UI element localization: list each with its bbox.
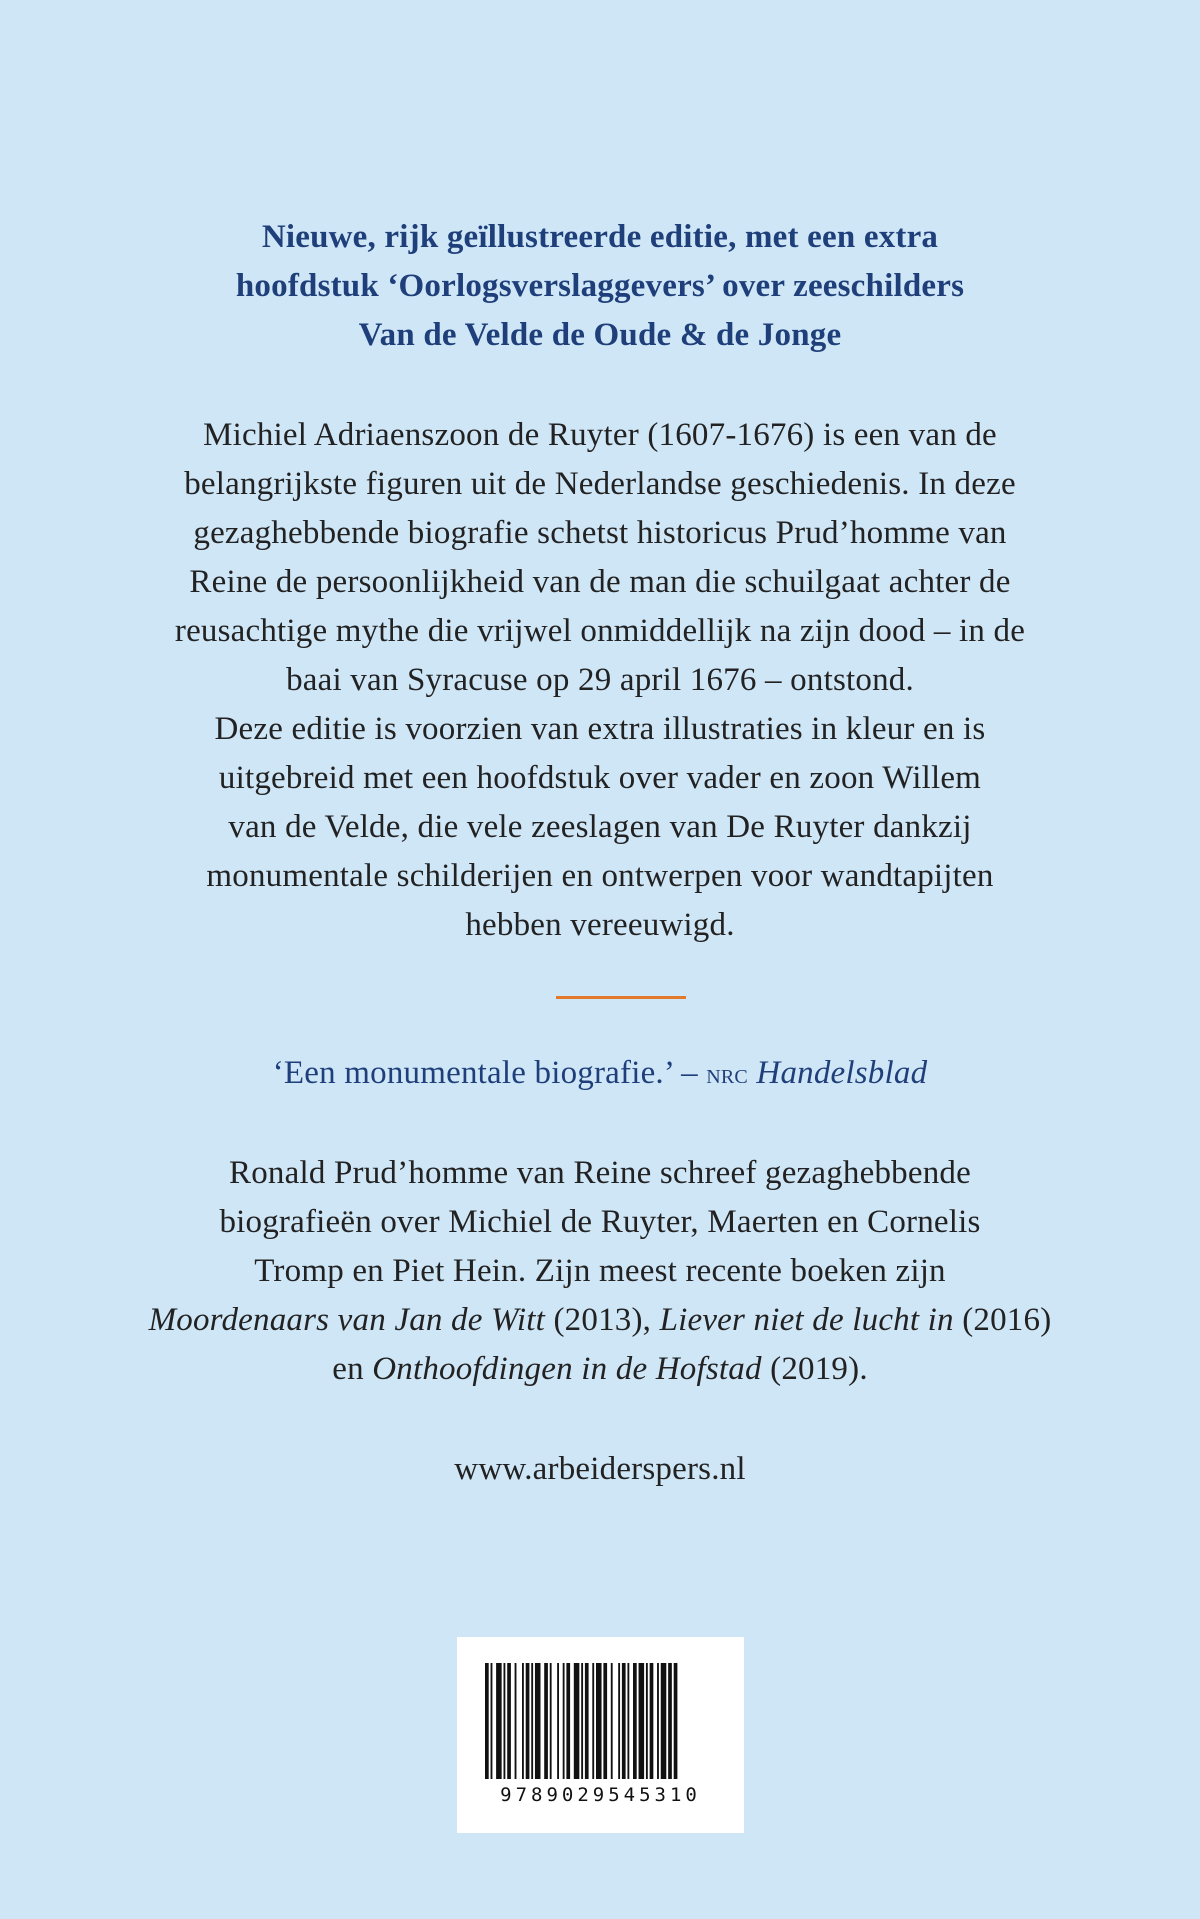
barcode-bar bbox=[535, 1663, 541, 1779]
book-year: (2013), bbox=[545, 1302, 660, 1338]
barcode-bar bbox=[657, 1663, 659, 1779]
barcode-bar bbox=[574, 1663, 580, 1779]
barcode bbox=[457, 1637, 744, 1833]
barcode-bar bbox=[550, 1663, 552, 1779]
press-quote bbox=[0, 1049, 1200, 1099]
barcode-bar bbox=[485, 1663, 489, 1779]
barcode-bar bbox=[639, 1663, 645, 1779]
barcode-bar bbox=[603, 1663, 607, 1779]
barcode-bar bbox=[491, 1663, 493, 1779]
website-url: www.arbeiderspers.nl bbox=[454, 1451, 746, 1487]
barcode-bar bbox=[507, 1663, 511, 1779]
barcode-bar bbox=[522, 1663, 524, 1779]
barcode-bar bbox=[592, 1663, 594, 1779]
blurb-line: belangrijkste figuren uit de Nederlandse geschiedenis. In deze bbox=[184, 466, 1016, 502]
headline-line-1: Nieuwe, rijk geïllustreerde editie, met een extra bbox=[261, 219, 939, 255]
book-year: (2019). bbox=[761, 1351, 868, 1387]
barcode-bar bbox=[581, 1663, 583, 1779]
author-bio-line-5 bbox=[0, 1345, 1200, 1394]
barcode-bar bbox=[563, 1663, 565, 1779]
barcode-bar bbox=[650, 1663, 654, 1779]
blurb-line: Michiel Adriaenszoon de Ruyter (1607-1676) is een van de bbox=[203, 417, 997, 453]
blurb-line: reusachtige mythe die vrijwel onmiddellijk na zijn dood – in de bbox=[174, 613, 1026, 649]
barcode-bar bbox=[668, 1663, 672, 1779]
headline-line-3: Van de Velde de Oude & de Jonge bbox=[358, 317, 842, 353]
book-title: Onthoofdingen in de Hofstad bbox=[372, 1351, 762, 1387]
headline-line-2: hoofdstuk ‘Oorlogsverslaggevers’ over zeeschilders bbox=[235, 268, 965, 304]
barcode-bar bbox=[622, 1663, 626, 1779]
barcode-bar bbox=[526, 1663, 530, 1779]
barcode-bar bbox=[566, 1663, 570, 1779]
barcode-bars bbox=[485, 1663, 716, 1787]
barcode-bar bbox=[661, 1663, 667, 1779]
barcode-bar bbox=[611, 1663, 613, 1779]
barcode-bar bbox=[627, 1663, 629, 1779]
book-title: Moordenaars van Jan de Witt bbox=[148, 1302, 546, 1338]
blurb-line: hebben vereeuwigd. bbox=[465, 907, 735, 943]
barcode-bar bbox=[674, 1663, 678, 1779]
blurb-line: gezaghebbende biografie schetst historicus Prud’homme van bbox=[193, 515, 1007, 551]
barcode-bar bbox=[618, 1663, 620, 1779]
barcode-bar bbox=[557, 1663, 559, 1779]
orange-divider bbox=[556, 996, 686, 999]
barcode-bar bbox=[646, 1663, 648, 1779]
author-bio-line-3: Tromp en Piet Hein. Zijn meest recente boeken zijn bbox=[254, 1253, 946, 1289]
bio-text: en bbox=[332, 1351, 373, 1387]
author-bio-line-2: biografieën over Michiel de Ruyter, Maerten en Cornelis bbox=[219, 1204, 981, 1240]
barcode-bar bbox=[531, 1663, 533, 1779]
author-bio-line-1: Ronald Prud’homme van Reine schreef gezaghebbende bbox=[229, 1155, 971, 1191]
quote-source-smallcaps: nrc bbox=[706, 1059, 748, 1090]
barcode-bar bbox=[596, 1663, 602, 1779]
blurb-line: monumentale schilderijen en ontwerpen voor wandtapijten bbox=[206, 858, 994, 894]
blurb-line: Deze editie is voorzien van extra illustraties in kleur en is bbox=[214, 711, 986, 747]
blurb-line: van de Velde, die vele zeeslagen van De Ruyter dankzij bbox=[228, 809, 972, 845]
blurb-line: baai van Syracuse op 29 april 1676 – ontstond. bbox=[286, 662, 914, 698]
author-bio-line-4 bbox=[0, 1296, 1200, 1345]
barcode-bar bbox=[633, 1663, 637, 1779]
book-title: Liever niet de lucht in bbox=[659, 1302, 954, 1338]
barcode-bar bbox=[515, 1663, 517, 1779]
barcode-bar bbox=[496, 1663, 502, 1779]
book-year: (2016) bbox=[953, 1302, 1052, 1338]
barcode-bar bbox=[504, 1663, 506, 1779]
blurb-line: uitgebreid met een hoofdstuk over vader en zoon Willem bbox=[218, 760, 982, 796]
blurb-line: Reine de persoonlijkheid van de man die schuilgaat achter de bbox=[189, 564, 1011, 600]
isbn-number: 9789029545310 bbox=[500, 1784, 701, 1806]
quote-text: ‘Een monumentale biografie.’ – bbox=[272, 1055, 707, 1091]
barcode-bar bbox=[585, 1663, 589, 1779]
barcode-bar bbox=[544, 1663, 548, 1779]
quote-source-italic: Handelsblad bbox=[747, 1055, 928, 1091]
